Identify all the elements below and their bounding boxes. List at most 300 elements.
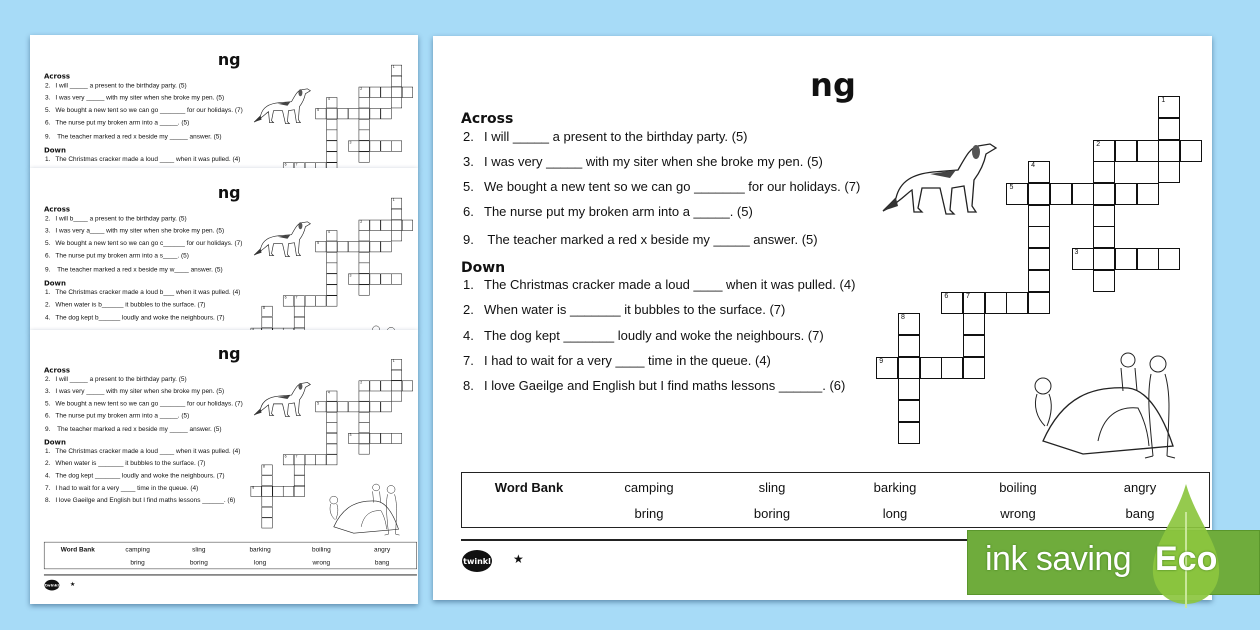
crossword-cell[interactable] [359,423,370,434]
crossword-cell[interactable] [359,263,370,274]
crossword-cell[interactable] [348,401,359,412]
crossword-cell[interactable] [316,108,327,119]
across-clue [45,266,223,273]
crossword-cell[interactable] [262,465,273,476]
across-clue [45,387,224,394]
crossword-cell[interactable] [305,295,316,306]
crossword-cell[interactable] [380,220,391,231]
crossword-cell[interactable] [1006,292,1028,314]
preview-sheet-answers-blank[interactable] [30,35,418,168]
cell-number: 2 [360,380,363,385]
crossword-cell[interactable] [348,433,359,444]
crossword-cell[interactable] [326,284,337,295]
crossword-cell[interactable] [262,317,273,328]
cell-number: 3 [349,433,352,437]
crossword-cell[interactable] [391,433,402,444]
clue-text: The nurse put my broken arm into a s____. (5) [55,251,189,260]
dog-illustration [252,379,314,420]
cell-number: 2 [360,87,363,91]
crossword-cell[interactable] [1028,183,1050,205]
down-clue [45,313,225,320]
crossword-cell[interactable] [262,507,273,518]
crossword-cell[interactable] [1028,226,1050,248]
clue-text: I was very _____ with my siter when she broke my pen. (5) [484,154,823,169]
twinkl-logo: twinkl [44,580,59,591]
cell-number: 2 [360,220,363,224]
word-bank-word: long [253,558,267,566]
crossword-cell[interactable] [316,295,327,306]
crossword-cell[interactable] [359,252,370,263]
clue-number: 6. [44,118,51,127]
crossword-cell[interactable] [876,357,898,379]
crossword-cell[interactable] [898,400,920,422]
clue-number: 4. [44,471,51,480]
crossword-cell[interactable] [898,313,920,335]
crossword-cell[interactable] [898,357,920,379]
crossword-cell[interactable] [326,433,337,444]
down-clue [45,496,235,503]
crossword-cell[interactable] [391,97,402,108]
crossword-cell[interactable] [272,486,283,497]
down-clue [45,288,240,295]
word-bank-label: Word Bank [60,545,95,554]
crossword-cell[interactable] [294,317,305,328]
crossword-cell[interactable] [1158,96,1180,118]
word-bank-word: long [882,506,908,521]
crossword-cell[interactable] [1158,140,1180,162]
across-clue [45,412,189,419]
crossword-cell[interactable] [941,357,963,379]
word-bank-word: boring [753,506,791,521]
crossword-cell[interactable] [326,230,337,241]
clue-number: 8. [463,378,474,393]
crossword-cell[interactable] [380,241,391,252]
clue-text: I will _____ a present to the birthday party. (5) [55,375,187,383]
clue-text: We bought a new tent so we can go _______ for our holidays. (7) [484,179,861,194]
star-icon: ★ [513,552,524,566]
crossword-cell[interactable] [391,359,402,370]
worksheet-title: ng [217,182,241,202]
across-clue [463,232,818,247]
crossword-cell[interactable] [326,295,337,306]
crossword-cell[interactable] [348,274,359,285]
clue-number: 1. [44,288,51,296]
crossword-cell[interactable] [391,391,402,402]
word-bank-word: sling [192,545,206,554]
crossword-cell[interactable] [359,230,370,241]
clue-number: 3. [44,387,51,395]
crossword-cell[interactable] [380,108,391,119]
across-clue [463,154,823,169]
crossword-cell[interactable] [370,108,381,119]
cell-number: 7 [295,295,298,300]
crossword-cell[interactable] [359,274,370,285]
clue-text: The dog kept _______ loudly and woke the neighbours. (7) [484,328,824,343]
across-clue [45,252,189,259]
crossword-cell[interactable] [391,65,402,76]
down-clue [463,378,845,393]
clue-number: 2. [44,81,51,89]
cell-number: 8 [263,306,265,311]
clue-number: 2. [44,375,51,383]
across-clue [463,204,753,219]
crossword-cell[interactable] [1158,118,1180,140]
clue-text: I was very a____ with my siter when she broke my pen. (5) [55,226,225,235]
crossword-cell[interactable] [326,141,337,152]
crossword-cell[interactable] [1115,183,1137,205]
crossword-cell[interactable] [359,97,370,108]
clue-text: When water is b______ it bubbles to the surface. (7) [55,300,206,308]
crossword-cell[interactable] [283,486,294,497]
crossword-cell[interactable] [359,130,370,141]
crossword-cell[interactable] [941,292,963,314]
down-heading: Down [43,146,66,155]
cell-number: 8 [900,314,905,322]
crossword-cell[interactable] [294,454,305,465]
clue-number: 3. [463,154,474,169]
across-clue [45,227,224,234]
crossword-cell[interactable] [326,274,337,285]
word-bank-word: bring [130,558,145,566]
crossword-cell[interactable] [370,241,381,252]
crossword-cell[interactable] [359,433,370,444]
clue-number: 4. [463,328,474,343]
clue-text: The teacher marked a red x beside my _____ answer. (5) [484,232,818,247]
down-clue [45,447,240,454]
crossword-cell[interactable] [359,108,370,119]
crossword-cell[interactable] [898,378,920,400]
crossword-cell[interactable] [326,423,337,434]
cell-number: 4 [327,391,330,395]
crossword-cell[interactable] [920,357,942,379]
cell-number: 8 [263,465,265,469]
cell-number: 6 [284,454,287,459]
crossword-cell[interactable] [283,454,294,465]
crossword-cell[interactable] [370,220,381,231]
crossword-cell[interactable] [370,274,381,285]
crossword-cell[interactable] [380,433,391,444]
clue-text: The teacher marked a red x beside my w____ answer. (5) [55,265,223,274]
cell-number: 6 [284,162,287,167]
crossword-cell[interactable] [348,141,359,152]
crossword-cell[interactable] [326,151,337,162]
crossword-cell[interactable] [1006,183,1028,205]
crossword-cell[interactable] [963,292,985,314]
crossword-cell[interactable] [391,87,402,98]
crossword-cell[interactable] [1115,140,1137,162]
crossword-cell[interactable] [1180,140,1202,162]
cell-number: 3 [1074,249,1079,257]
clue-number: 3. [44,93,51,102]
word-bank-word: barking [873,480,917,495]
preview-sheet-full[interactable] [30,330,418,604]
crossword-cell[interactable] [359,391,370,402]
crossword-cell[interactable] [251,486,262,497]
crossword-cell[interactable] [391,198,402,209]
crossword-cell[interactable] [359,141,370,152]
crossword-cell[interactable] [1158,161,1180,183]
clue-text: The Christmas cracker made a loud b___ when it was pulled. (4) [55,288,241,296]
crossword-cell[interactable] [283,295,294,306]
crossword-cell[interactable] [1028,248,1050,270]
clue-number: 9. [44,425,51,433]
clue-number: 1. [44,447,51,455]
down-clue [463,302,785,317]
crossword-cell[interactable] [1137,248,1159,270]
cell-number: 6 [944,292,949,300]
crossword-cell[interactable] [326,444,337,455]
crossword-cell[interactable] [326,241,337,252]
crossword-cell[interactable] [326,252,337,263]
across-clue [45,399,243,406]
across-heading: Across [43,72,71,81]
crossword-cell[interactable] [348,241,359,252]
crossword-cell[interactable] [402,87,413,98]
main-worksheet [433,36,1212,600]
worksheet-title: ng [217,49,241,69]
cell-number: 7 [966,292,970,300]
down-clue [45,459,206,466]
word-bank-word: barking [249,545,271,554]
crossword-cell[interactable] [316,401,327,412]
word-bank [44,542,417,569]
clue-number: 1. [463,277,474,292]
crossword-cell[interactable] [294,475,305,486]
crossword-cell[interactable] [262,475,273,486]
clue-text: I had to wait for a very ____ time in the queue. (4) [484,353,771,368]
across-clue [45,239,242,246]
crossword-cell[interactable] [326,263,337,274]
clue-number: 8. [44,496,51,504]
crossword-cell[interactable] [262,517,273,528]
dog-illustration [878,136,1003,221]
crossword-cell[interactable] [391,274,402,285]
crossword-cell[interactable] [326,97,337,108]
down-clue [45,484,198,491]
crossword-cell[interactable] [1093,205,1115,227]
crossword-cell[interactable] [1137,183,1159,205]
crossword-cell[interactable] [1028,292,1050,314]
clue-number: 1. [44,155,51,163]
crossword-cell[interactable] [380,274,391,285]
crossword-cell[interactable] [326,108,337,119]
clue-number: 6. [463,204,474,219]
down-clue [45,155,240,162]
crossword-cell[interactable] [391,209,402,220]
crossword-cell[interactable] [380,401,391,412]
crossword-cell[interactable] [305,454,316,465]
across-clue [45,119,189,126]
crossword-cell[interactable] [402,380,413,391]
clue-number: 2. [463,129,474,144]
crossword-cell[interactable] [359,87,370,98]
crossword-cell[interactable] [1093,140,1115,162]
clue-number: 5. [44,106,51,114]
crossword-cell[interactable] [262,486,273,497]
crossword-cell[interactable] [1093,183,1115,205]
crossword-cell[interactable] [963,313,985,335]
word-bank-word: camping [125,545,150,554]
clue-text: The teacher marked a red x beside my _____ answer. (5) [55,132,222,141]
crossword-cell[interactable] [380,141,391,152]
crossword-cell[interactable] [391,220,402,231]
crossword-cell[interactable] [359,241,370,252]
crossword-cell[interactable] [337,241,348,252]
crossword-cell[interactable] [359,412,370,423]
crossword-cell[interactable] [294,295,305,306]
crossword-cell[interactable] [294,486,305,497]
clue-number: 9. [44,265,51,274]
clue-text: The nurse put my broken arm into a _____. (5) [55,118,190,127]
crossword-cell[interactable] [1093,226,1115,248]
across-clue [463,179,860,194]
crossword-cell[interactable] [1028,270,1050,292]
crossword-cell[interactable] [326,412,337,423]
crossword-cell[interactable] [391,380,402,391]
clue-text: The nurse put my broken arm into a _____. (5) [484,204,753,219]
dog-illustration [252,218,314,260]
crossword-cell[interactable] [402,220,413,231]
clue-number: 2. [44,459,51,467]
crossword-cell[interactable] [985,292,1007,314]
crossword-cell[interactable] [262,306,273,317]
crossword-cell[interactable] [1050,183,1072,205]
clue-number: 6. [44,251,51,260]
crossword-cell[interactable] [1115,248,1137,270]
crossword-cell[interactable] [337,108,348,119]
crossword-cell[interactable] [359,284,370,295]
crossword-cell[interactable] [1158,248,1180,270]
crossword-cell[interactable] [337,401,348,412]
clue-text: We bought a new tent so we can go _______ for our holidays. (7) [55,106,243,114]
crossword-cell[interactable] [370,401,381,412]
crossword-cell[interactable] [294,465,305,476]
preview-sheet-hints[interactable] [30,168,418,330]
clue-number: 4. [44,313,51,321]
clue-text: I will _____ a present to the birthday party. (5) [484,129,748,144]
cell-number: 1 [392,65,395,69]
crossword-cell[interactable] [1093,161,1115,183]
footer-divider [44,574,417,575]
across-heading: Across [43,205,71,214]
cell-number: 3 [349,274,352,278]
crossword-cell[interactable] [1093,248,1115,270]
clue-number: 2. [44,300,51,308]
word-bank [461,472,1210,528]
down-clue [45,300,206,307]
word-bank-word: bring [634,506,664,521]
crossword-cell[interactable] [1137,140,1159,162]
crossword-cell[interactable] [359,220,370,231]
clue-text: I love Gaeilge and English but I find maths lessons ______. (6) [55,496,236,504]
clue-number: 9. [463,232,474,247]
crossword-cell[interactable] [359,151,370,162]
clue-number: 6. [44,411,51,419]
cell-number: 9 [879,357,884,365]
across-clue [45,375,187,382]
clue-text: The Christmas cracker made a loud ____ when it was pulled. (4) [484,277,856,292]
crossword-cell[interactable] [359,119,370,130]
across-clue [45,214,187,221]
across-clue [45,133,222,140]
down-heading: Down [43,438,66,447]
crossword-cell[interactable] [391,141,402,152]
crossword-cell[interactable] [1028,205,1050,227]
word-bank-word: sling [758,480,786,495]
clue-text: The Christmas cracker made a loud ____ when it was pulled. (4) [55,155,241,163]
crossword-cell[interactable] [316,241,327,252]
crossword-cell[interactable] [326,454,337,465]
word-bank-word: boring [189,558,208,566]
crossword-cell[interactable] [262,496,273,507]
clue-text: We bought a new tent so we can go c______ for our holidays. (7) [55,239,243,247]
crossword-cell[interactable] [326,119,337,130]
worksheet-title: ng [810,66,856,104]
crossword-cell[interactable] [370,87,381,98]
crossword-cell[interactable] [380,380,391,391]
cell-number: 9 [252,486,255,490]
crossword-cell[interactable] [326,130,337,141]
clue-number: 9. [44,132,51,141]
cell-number: 5 [1009,184,1014,192]
crossword-cell[interactable] [326,391,337,402]
crossword-cell[interactable] [348,108,359,119]
word-bank-word: angry [373,545,391,554]
crossword-cell[interactable] [391,370,402,381]
crossword-cell[interactable] [370,141,381,152]
word-bank-word: wrong [312,558,331,566]
crossword-cell[interactable] [370,433,381,444]
clue-number: 2. [463,302,474,317]
crossword-cell[interactable] [963,357,985,379]
crossword-cell[interactable] [1072,183,1094,205]
crossword-cell[interactable] [359,444,370,455]
cell-number: 1 [1161,97,1166,105]
crossword-cell[interactable] [1028,161,1050,183]
crossword-cell[interactable] [1072,248,1094,270]
crossword-cell[interactable] [963,335,985,357]
crossword-cell[interactable] [898,335,920,357]
crossword-cell[interactable] [380,87,391,98]
crossword-cell[interactable] [1093,270,1115,292]
crossword-cell[interactable] [316,454,327,465]
clue-text: I was very _____ with my siter when she broke my pen. (5) [55,93,225,102]
cell-number: 5 [317,241,320,246]
crossword-cell[interactable] [370,380,381,391]
across-heading: Across [461,111,514,127]
clue-text: I will b____ a present to the birthday party. (5) [55,214,187,222]
crossword-cell[interactable] [391,230,402,241]
down-heading: Down [43,279,66,288]
star-icon: ★ [69,580,76,588]
word-bank-word: angry [1123,480,1157,495]
crossword-cell[interactable] [326,401,337,412]
down-heading: Down [461,260,506,276]
clue-number: 5. [44,239,51,247]
clue-number: 5. [463,179,474,194]
crossword-cell[interactable] [391,76,402,87]
crossword-cell[interactable] [898,422,920,444]
crossword-cell[interactable] [294,306,305,317]
clue-text: The teacher marked a red x beside my _____ answer. (5) [55,425,222,433]
across-clue [45,425,222,432]
down-clue [45,472,225,479]
crossword-cell[interactable] [359,401,370,412]
word-bank-label: Word Bank [494,480,564,495]
across-clue [45,94,224,101]
camping-tent-illustration [1023,346,1193,461]
crossword-cell[interactable] [359,380,370,391]
